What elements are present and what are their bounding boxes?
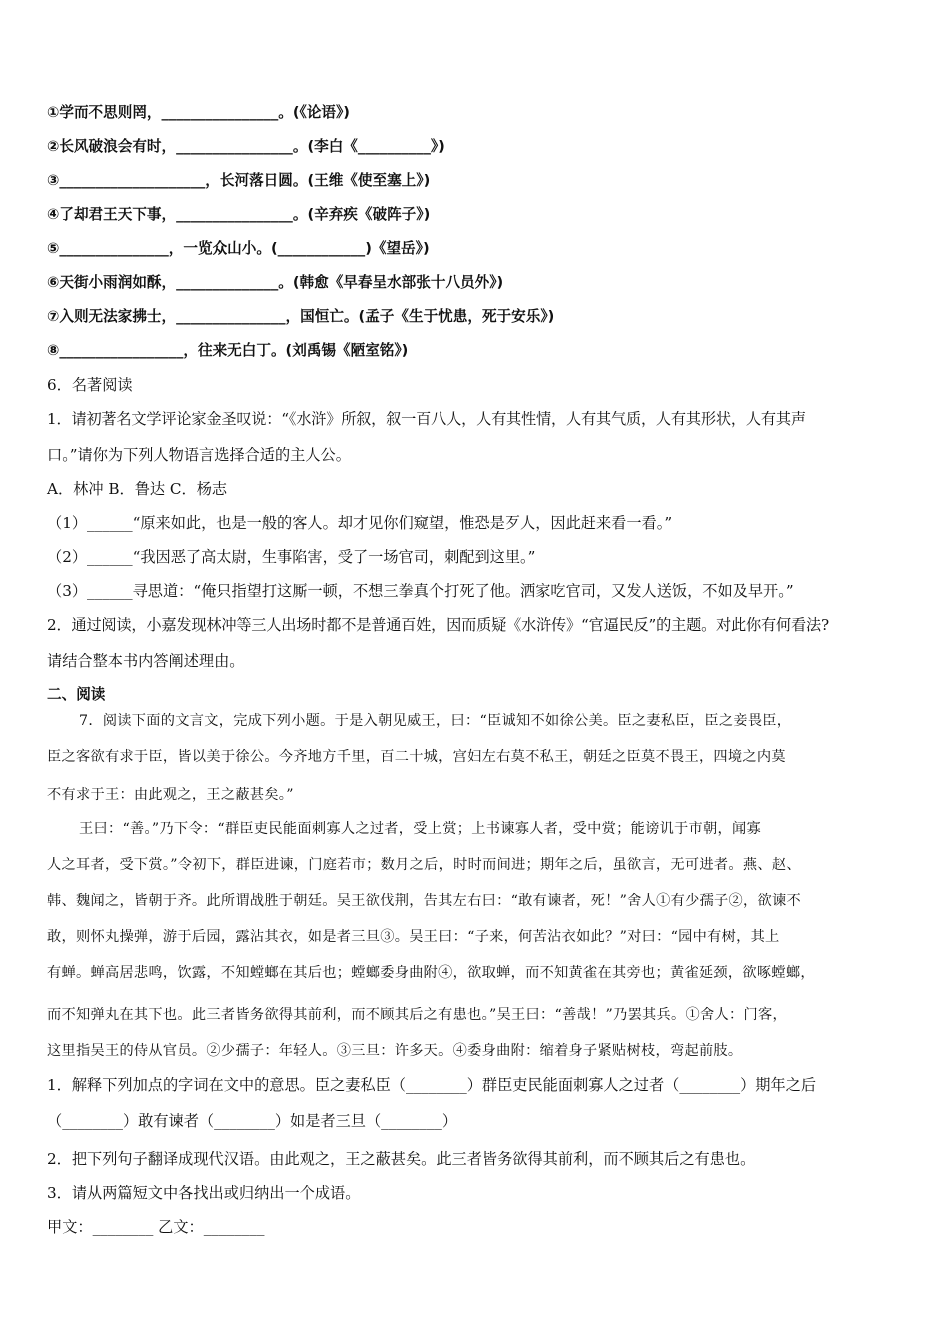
recitation-line-1: ①学而不思则罔，________________。(《论语》) <box>47 104 350 121</box>
passage-line-6: 韩、魏闻之，皆朝于齐。此所谓战胜于朝廷。吴王欲伐荆，告其左右曰：“敢有谏者，死！”舍人①有少孺子②，欲谏不 <box>47 893 801 909</box>
famous-books-q2-line2: 请结合整本书内答阐述理由。 <box>47 652 245 670</box>
reading-q3-answers: 甲文：________ 乙文：________ <box>47 1218 265 1236</box>
famous-books-item-2: （2）______“我因恶了高太尉，生事陷害，受了一场官司，刺配到这里。” <box>47 548 536 566</box>
recitation-line-4: ④了却君王天下事，________________。(辛弃疾《破阵子》) <box>47 206 431 223</box>
passage-line-2: 臣之客欲有求于臣，皆以美于徐公。今齐地方千里，百二十城，宫妇左右莫不私王，朝廷之臣莫不畏王，四境之内莫 <box>47 749 786 765</box>
recitation-line-6: ⑥天街小雨润如酥，______________。(韩愈《早春呈水部张十八员外》) <box>47 274 504 291</box>
passage-line-7: 敢，则怀丸操弹，游于后园，露沾其衣，如是者三旦③。吴王曰：“子来，何苦沾衣如此？”对曰：“园中有树，其上 <box>47 929 780 945</box>
recitation-line-5: ⑤_______________，一览众山小。(____________)《望岳》) <box>47 240 430 257</box>
famous-books-q1-line2: 口。”请你为下列人物语言选择合适的主人公。 <box>47 446 351 464</box>
reading-q1-line2: （________）敢有谏者（________）如是者三旦（________） <box>47 1112 458 1130</box>
reading-heading: 二、阅读 <box>47 686 106 703</box>
recitation-line-2: ②长风破浪会有时，________________。(李白《__________》) <box>47 138 445 155</box>
famous-books-item-3: （3）______寻思道：“俺只指望打这厮一顿，不想三拳真个打死了他。洒家吃官司，又发人送饭，不如及早开。” <box>47 582 794 600</box>
reading-q2: 2．把下列句子翻译成现代汉语。由此观之，王之蔽甚矣。此三者皆务欲得其前利，而不顾其后之有患也。 <box>47 1150 756 1168</box>
famous-books-q2-line1: 2．通过阅读，小嘉发现林冲等三人出场时都不是普通百姓，因而质疑《水浒传》“官逼民反”的主题。对此你有何看法? <box>47 616 829 634</box>
reading-q3: 3．请从两篇短文中各找出或归纳出一个成语。 <box>47 1184 361 1202</box>
passage-line-1: 7．阅读下面的文言文，完成下列小题。于是入朝见威王，曰：“臣诚知不如徐公美。臣之妻私臣，臣之妾畏臣， <box>79 713 792 729</box>
famous-books-heading: 6．名著阅读 <box>47 376 133 394</box>
passage-line-5: 人之耳者，受下赏。”令初下，群臣进谏，门庭若市；数月之后，时时而间进；期年之后，虽欲言，无可进者。燕、赵、 <box>47 857 801 873</box>
recitation-line-7: ⑦入则无法家拂士，_______________，国恒亡。(孟子《生于忧患，死于安乐》) <box>47 308 555 325</box>
passage-line-3: 不有求于王：由此观之，王之蔽甚矣。” <box>47 787 294 803</box>
passage-line-9: 而不知弹丸在其下也。此三者皆务欲得其前利，而不顾其后之有患也。”吴王曰：“善哉！”乃罢其兵。①舍人：门客， <box>47 1007 787 1023</box>
famous-books-item-1: （1）______“原来如此，也是一般的客人。却才见你们窥望，惟恐是歹人，因此赶来看一看。” <box>47 514 673 532</box>
recitation-line-3: ③____________________，长河落日圆。(王维《使至塞上》) <box>47 172 431 189</box>
passage-line-10: 这里指吴王的侍从官员。②少孺子：年轻人。③三旦：许多天。④委身曲附：缩着身子紧贴树枝，弯起前肢。 <box>47 1043 743 1059</box>
famous-books-options: A．林冲 B．鲁达 C．杨志 <box>47 480 228 498</box>
reading-q1-line1: 1．解释下列加点的字词在文中的意思。臣之妻私臣（________）群臣吏民能面刺寡人之过者（________）期年之后 <box>47 1076 817 1094</box>
famous-books-q1-line1: 1．请初著名文学评论家金圣叹说：“《水浒》所叙，叙一百八人，人有其性情，人有其气质，人有其形状，人有其声 <box>47 410 806 428</box>
passage-line-8: 有蝉。蝉高居悲鸣，饮露，不知螳螂在其后也；螳螂委身曲附④，欲取蝉，而不知黄雀在其旁也；黄雀延颈，欲啄螳螂， <box>47 965 815 981</box>
recitation-line-8: ⑧_________________，往来无白丁。(刘禹锡《陋室铭》) <box>47 342 409 359</box>
passage-line-4: 王曰：“善。”乃下令：“群臣吏民能面刺寡人之过者，受上赏；上书谏寡人者，受中赏；能谤讥于市朝，闻寡 <box>79 821 761 837</box>
